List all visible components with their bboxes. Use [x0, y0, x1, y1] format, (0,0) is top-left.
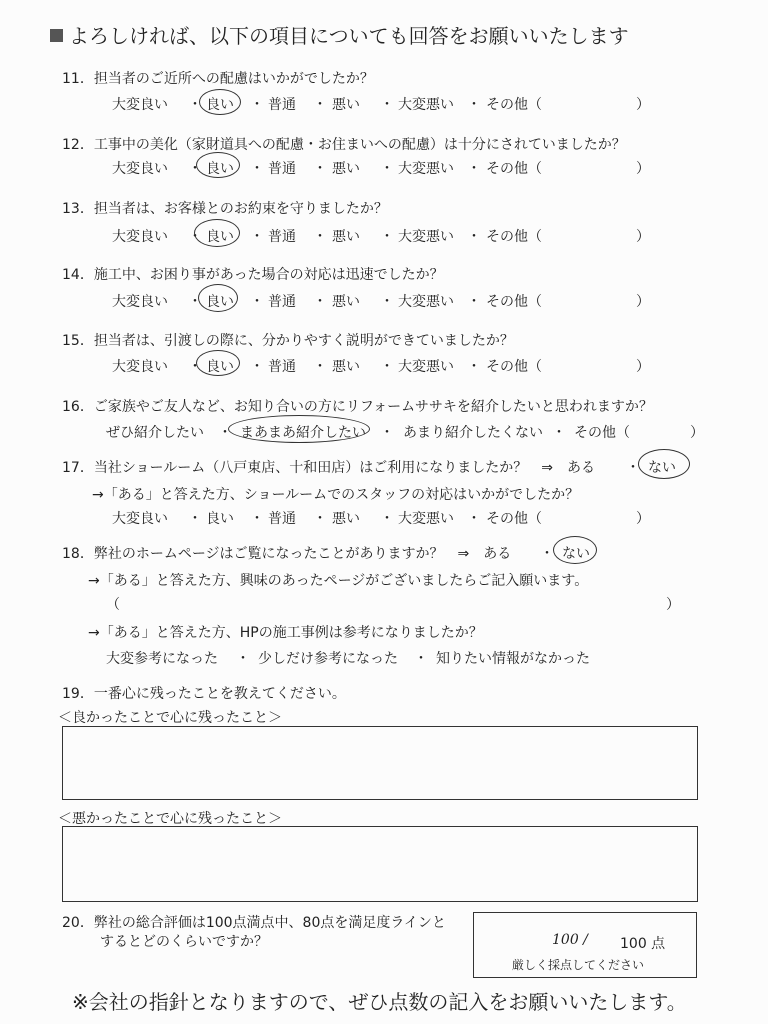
separator: ・: [467, 511, 481, 527]
paren-close: ）: [690, 425, 704, 441]
option-very-bad[interactable]: 大変悪い: [398, 511, 454, 527]
separator: ・: [250, 511, 264, 527]
separator: ・: [380, 97, 394, 113]
option-bad[interactable]: 悪い: [332, 229, 360, 245]
answer-circle: [553, 536, 597, 564]
page-title: よろしければ、以下の項目についても回答をお願いいたします: [50, 20, 629, 49]
option-other[interactable]: その他（: [486, 294, 542, 310]
option-very-bad[interactable]: 大変悪い: [398, 294, 454, 310]
separator: ・: [250, 229, 264, 245]
option-good[interactable]: 良い: [206, 359, 234, 375]
separator: ・: [236, 651, 250, 667]
separator: ・: [467, 294, 481, 310]
good-memory-label: ＜良かったことで心に残ったこと＞: [58, 710, 282, 726]
option-good[interactable]: 良い: [206, 97, 234, 113]
option-good[interactable]: 良い: [206, 511, 234, 527]
option-other[interactable]: その他（: [486, 229, 542, 245]
score-note: 厳しく採点してください: [512, 958, 645, 972]
separator: ・: [380, 511, 394, 527]
option-bad[interactable]: 悪い: [332, 161, 360, 177]
option-very-good[interactable]: 大変良い: [112, 294, 168, 310]
option-very-good[interactable]: 大変良い: [112, 229, 168, 245]
separator: ・: [380, 294, 394, 310]
footer-note: ※会社の指針となりますので、ぜひ点数の記入をお願いいたします。: [72, 990, 687, 1014]
separator: ・: [467, 359, 481, 375]
option-somewhat[interactable]: まあまあ紹介したい: [240, 425, 366, 441]
option-normal[interactable]: 普通: [268, 359, 296, 375]
option-good[interactable]: 良い: [206, 229, 234, 245]
answer-circle: [198, 284, 238, 312]
separator: ・: [540, 546, 554, 562]
separator: ・: [188, 229, 202, 245]
question-18: 18．弊社のホームページはご覧になったことがありますか？ ⇒ ある: [62, 546, 512, 562]
separator: ・: [467, 161, 481, 177]
paren-close: ）: [666, 597, 680, 613]
answer-circle: [228, 415, 370, 443]
option-no[interactable]: ない: [562, 546, 590, 562]
option-very-bad[interactable]: 大変悪い: [398, 229, 454, 245]
separator: ・: [380, 359, 394, 375]
option-normal[interactable]: 普通: [268, 294, 296, 310]
separator: ・: [467, 97, 481, 113]
question-18-sub2: →「ある」と答えた方、HPの施工事例は参考になりましたか？: [88, 625, 483, 641]
option-bad[interactable]: 悪い: [332, 359, 360, 375]
separator: ・: [467, 229, 481, 245]
separator: ・: [218, 425, 232, 441]
option-very-bad[interactable]: 大変悪い: [398, 359, 454, 375]
option-good[interactable]: 良い: [206, 161, 234, 177]
option-very-good[interactable]: 大変良い: [112, 161, 168, 177]
separator: ・: [380, 425, 394, 441]
option-no[interactable]: ない: [648, 460, 676, 476]
separator: ・: [188, 359, 202, 375]
separator: ・: [380, 161, 394, 177]
separator: ・: [250, 359, 264, 375]
option-very-good[interactable]: 大変良い: [112, 511, 168, 527]
good-memory-box[interactable]: [62, 726, 698, 800]
question-17-sub: →「ある」と答えた方、ショールームでのスタッフの対応はいかがでしたか？: [92, 487, 580, 503]
option-not-really[interactable]: あまり紹介したくない: [403, 425, 543, 441]
option-normal[interactable]: 普通: [268, 229, 296, 245]
score-suffix: 100 点: [620, 936, 666, 952]
question-16: 16．ご家族やご友人など、お知り合いの方にリフォームササキを紹介したいと思われますか？: [62, 399, 653, 415]
option-very-bad[interactable]: 大変悪い: [398, 161, 454, 177]
separator: ・: [313, 161, 327, 177]
option-not-helpful[interactable]: 知りたい情報がなかった: [436, 651, 590, 667]
option-bad[interactable]: 悪い: [332, 511, 360, 527]
separator: ・: [188, 511, 202, 527]
option-other[interactable]: その他（: [486, 97, 542, 113]
question-11: 11．担当者のご近所への配慮はいかがでしたか？: [62, 71, 374, 87]
option-very-good[interactable]: 大変良い: [112, 97, 168, 113]
separator: ・: [414, 651, 428, 667]
separator: ・: [250, 161, 264, 177]
paren-close: ）: [636, 229, 650, 245]
question-13: 13．担当者は、お客様とのお約束を守りましたか？: [62, 201, 388, 217]
option-slightly-helpful[interactable]: 少しだけ参考になった: [258, 651, 398, 667]
paren-open: （: [106, 597, 120, 613]
paren-close: ）: [636, 359, 650, 375]
option-bad[interactable]: 悪い: [332, 294, 360, 310]
question-17: 17．当社ショールーム（八戸東店、十和田店）はご利用になりましたか？ ⇒ ある: [62, 460, 595, 476]
separator: ・: [313, 97, 327, 113]
separator: ・: [250, 294, 264, 310]
answer-circle: [199, 89, 241, 115]
separator: ・: [380, 229, 394, 245]
separator: ・: [626, 460, 640, 476]
option-other[interactable]: その他（: [486, 359, 542, 375]
option-bad[interactable]: 悪い: [332, 97, 360, 113]
option-normal[interactable]: 普通: [268, 161, 296, 177]
option-very-bad[interactable]: 大変悪い: [398, 97, 454, 113]
square-bullet-icon: [50, 29, 63, 42]
option-normal[interactable]: 普通: [268, 97, 296, 113]
separator: ・: [313, 294, 327, 310]
option-definitely[interactable]: ぜひ紹介したい: [106, 425, 204, 441]
question-15: 15．担当者は、引渡しの際に、分かりやすく説明ができていましたか？: [62, 333, 514, 349]
question-20-line1: 20．弊社の総合評価は100点満点中、80点を満足度ラインと: [62, 915, 446, 931]
question-19: 19．一番心に残ったことを教えてください。: [62, 686, 346, 702]
paren-close: ）: [636, 511, 650, 527]
bad-memory-label: ＜悪かったことで心に残ったこと＞: [58, 811, 282, 827]
question-20-line2: するとどのくらいですか？: [100, 934, 268, 950]
paren-close: ）: [636, 161, 650, 177]
separator: ・: [188, 97, 202, 113]
answer-circle: [196, 350, 240, 376]
option-normal[interactable]: 普通: [268, 511, 296, 527]
separator: ・: [250, 97, 264, 113]
question-14: 14．施工中、お困り事があった場合の対応は迅速でしたか？: [62, 267, 444, 283]
score-written: 100 /: [552, 932, 588, 948]
answer-circle: [196, 152, 240, 178]
interest-page-field[interactable]: [122, 592, 662, 612]
paren-close: ）: [636, 97, 650, 113]
separator: ・: [313, 229, 327, 245]
option-other[interactable]: その他（: [486, 161, 542, 177]
answer-circle: [194, 219, 240, 247]
option-other[interactable]: その他（: [486, 511, 542, 527]
separator: ・: [552, 425, 566, 441]
question-12: 12．工事中の美化（家財道具への配慮・お住まいへの配慮）は十分にされていましたか？: [62, 137, 626, 153]
option-very-helpful[interactable]: 大変参考になった: [106, 651, 218, 667]
option-other[interactable]: その他（: [574, 425, 630, 441]
separator: ・: [188, 294, 202, 310]
paren-close: ）: [636, 294, 650, 310]
answer-circle: [638, 449, 690, 479]
separator: ・: [313, 359, 327, 375]
bad-memory-box[interactable]: [62, 826, 698, 902]
question-18-sub1: →「ある」と答えた方、興味のあったページがございましたらご記入願います。: [88, 573, 589, 589]
option-good[interactable]: 良い: [206, 294, 234, 310]
separator: ・: [313, 511, 327, 527]
separator: ・: [188, 161, 202, 177]
option-very-good[interactable]: 大変良い: [112, 359, 168, 375]
